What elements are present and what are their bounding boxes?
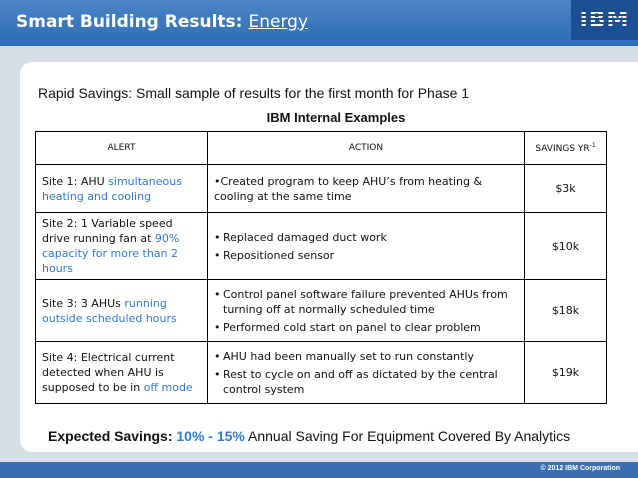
expected-label: Expected Savings: (48, 428, 173, 444)
expected-text: Annual Saving For Equipment Covered By Analytics (248, 428, 571, 444)
table-caption: IBM Internal Examples (266, 110, 406, 125)
savings-cell: $3k (525, 165, 607, 213)
expected-savings (48, 428, 570, 444)
alert-highlight: simultaneous heating and cooling (42, 174, 182, 203)
alert-cell (36, 342, 208, 404)
savings-cell: $19k (525, 342, 607, 404)
subtitle: Rapid Savings: Small sample of results for the first month for Phase 1 (38, 85, 470, 101)
alert-cell (36, 213, 208, 280)
action-item: • Replaced damaged duct work (214, 230, 387, 244)
bullet-icon: • (214, 320, 221, 334)
alert-highlight: running outside scheduled hours (42, 296, 177, 325)
header-action: ACTION (208, 132, 525, 165)
alert-cell (36, 280, 208, 342)
bullet-icon: • (214, 287, 221, 301)
header-savings: SAVINGS $YR^{-1}$ (525, 132, 607, 165)
results-table (35, 131, 607, 404)
expected-range: 10% - 15% (176, 428, 245, 444)
savings-cell: $18k (525, 280, 607, 342)
alert-text: Site 2: 1 Variable speed drive running fan at (42, 217, 173, 245)
slide-header (0, 0, 638, 46)
action-item: • Performed cold start on panel to clear problem (214, 320, 481, 334)
alert-highlight: 90% capacity for more than 2 hours (42, 232, 180, 275)
action-cell (208, 165, 525, 213)
action-cell (208, 280, 525, 342)
table-header-row (36, 132, 607, 165)
title-topic: Energy (248, 12, 309, 32)
action-cell (208, 213, 525, 280)
savings-cell: $10k (525, 213, 607, 280)
header-alert: ALERT (36, 132, 208, 165)
alert-cell (36, 165, 208, 213)
alert-text: Site 1: AHU (42, 174, 109, 188)
bullet-icon: • (214, 230, 221, 244)
ibm-logo-text: IBM (579, 7, 630, 33)
action-item: • Rest to cycle on and off as dictated by the central control system (214, 367, 498, 396)
bullet-icon: • (214, 248, 221, 262)
alert-text: Site 3: 3 AHUs (42, 296, 125, 310)
alert-text: Site 4: Electrical current detected when AHU is supposed to be in (42, 351, 175, 394)
table-row (36, 165, 607, 213)
bullet-icon: • (214, 349, 221, 363)
action-cell (208, 342, 525, 404)
ibm-logo (571, 0, 638, 40)
slide-title (16, 12, 308, 32)
alert-highlight: off mode (143, 381, 193, 394)
table-row (36, 213, 607, 280)
bullet-icon: • (214, 367, 221, 381)
action-item: •Created program to keep AHU’s from heating & cooling at the same time (214, 174, 483, 203)
table-row (36, 280, 607, 342)
savings-superscript: -1 (589, 142, 596, 149)
title-text: Smart Building Results: (16, 12, 243, 32)
footer-bar (0, 462, 638, 478)
action-item: • Repositioned sensor (214, 248, 335, 262)
table-row (36, 342, 607, 404)
action-item: • Control panel software failure prevented AHUs from turning off at normally scheduled time (214, 287, 508, 316)
copyright: © 2012 IBM Corporation (540, 465, 620, 472)
action-item: • AHU had been manually set to run constantly (214, 349, 474, 363)
